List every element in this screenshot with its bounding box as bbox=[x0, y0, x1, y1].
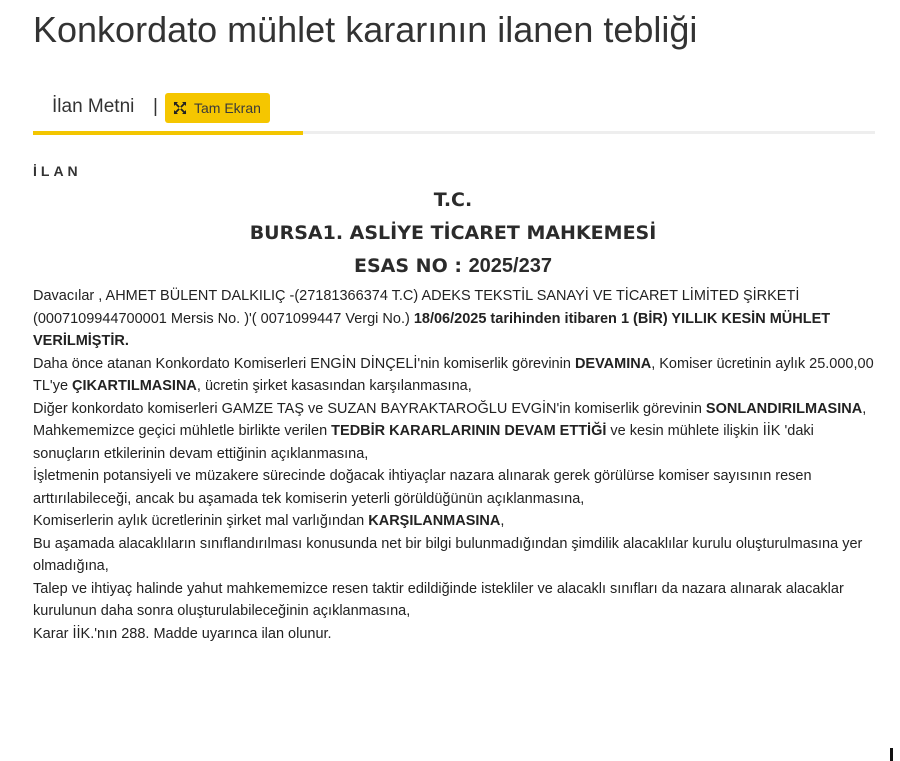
text-segment: Diğer konkordato komiserleri GAMZE TAŞ ve SUZAN BAYRAKTAROĞLU EVGİN'in komiserlik görevinin bbox=[33, 400, 706, 417]
bold-text: TEDBİR KARARLARININ DEVAM ETTİĞİ bbox=[331, 423, 607, 439]
tab-active-indicator bbox=[33, 131, 303, 135]
tab-separator: | bbox=[153, 96, 158, 117]
notice-paragraph bbox=[33, 398, 878, 421]
fullscreen-button-label: Tam Ekran bbox=[194, 100, 261, 116]
text-segment: , ücretin şirket kasasından karşılanmasına, bbox=[196, 378, 472, 394]
text-segment: Bu aşamada alacaklıların sınıflandırılması konusunda net bir bilgi bulunmadığından şimdilik alacaklılar kurulu oluşturulmasına yer olmadığına, bbox=[33, 535, 863, 574]
notice-paragraph bbox=[33, 578, 878, 623]
text-segment: Komiserlerin aylık ücretlerinin şirket mal varlığından bbox=[33, 513, 369, 529]
notice-paragraph bbox=[33, 510, 878, 533]
edge-marker bbox=[890, 748, 893, 761]
bold-text: ÇIKARTILMASINA bbox=[72, 378, 197, 394]
text-segment: Talep ve ihtiyaç halinde yahut mahkememizce resen taktir edildiğinde istekliler ve alacaklı sınıfları da nazara alınarak alacaklar kurulunun daha sonra oluşturulabileceğinin açıklanmasına, bbox=[33, 580, 844, 619]
text-segment: , bbox=[862, 400, 867, 417]
text-segment: Karar İİK.'nın 288. Madde uyarınca ilan olunur. bbox=[33, 625, 332, 642]
text-segment: ve kesin mühlete ilişkin İİK 'daki sonuçların etkilerinin devam ettiğinin açıklanmasına, bbox=[33, 423, 814, 462]
bold-text: KARŞILANMASINA bbox=[368, 513, 501, 529]
notice-paragraph bbox=[33, 353, 878, 398]
text-segment: , bbox=[500, 513, 505, 529]
notice-court-name: BURSA1. ASLİYE TİCARET MAHKEMESİ bbox=[249, 222, 657, 244]
notice-esas-line bbox=[33, 252, 873, 280]
notice-body bbox=[33, 285, 878, 645]
page-title: Konkordato mühlet kararının ilanen tebliği bbox=[33, 9, 698, 50]
text-segment: Davacılar , AHMET BÜLENT DALKILIÇ -(27181366374 T.C) ADEKS TEKSTİL SANAYİ VE TİCARET LİMİTED ŞİRKETİ (0007109944700001 Mersis No. )'( 0071099447 Vergi No.) bbox=[33, 288, 800, 327]
text-segment: Mahkememizce geçici mühletle birlikte verilen bbox=[33, 423, 332, 439]
notice-paragraph bbox=[33, 465, 878, 510]
text-segment: , Komiser ücretinin aylık 25.000,00 TL'ye bbox=[33, 355, 874, 394]
bold-text: DEVAMINA bbox=[574, 355, 652, 372]
fullscreen-button[interactable] bbox=[165, 93, 270, 123]
expand-arrows-icon bbox=[173, 101, 187, 115]
notice-tc: T.C. bbox=[433, 189, 473, 211]
bold-text: SONLANDIRILMASINA bbox=[705, 400, 863, 417]
bold-text: 18/06/2025 tarihinden itibaren 1 (BİR) YILLIK KESİN MÜHLET VERİLMİŞTİR. bbox=[33, 310, 831, 349]
notice-paragraph bbox=[33, 420, 878, 465]
text-segment: İşletmenin potansiyeli ve müzakere sürecinde doğacak ihtiyaçlar nazara alınarak gerek görülürse komiser sayısının resen arttırılabileceği, ancak bu aşamada tek komiserin yeterli görüldüğünün açıklanmasına, bbox=[33, 468, 812, 507]
esas-label: ESAS NO : bbox=[354, 255, 462, 277]
notice-paragraph bbox=[33, 285, 878, 353]
notice-heading: İLAN bbox=[33, 163, 82, 179]
notice-paragraph bbox=[33, 623, 878, 646]
text-segment: Daha önce atanan Konkordato Komiserleri ENGİN DİNÇELİ'nin komiserlik görevinin bbox=[33, 355, 575, 372]
tab-ilan-metni[interactable]: İlan Metni bbox=[52, 96, 135, 117]
esas-number: 2025/237 bbox=[468, 255, 552, 277]
tab-bar bbox=[33, 92, 875, 136]
notice-paragraph bbox=[33, 533, 878, 578]
